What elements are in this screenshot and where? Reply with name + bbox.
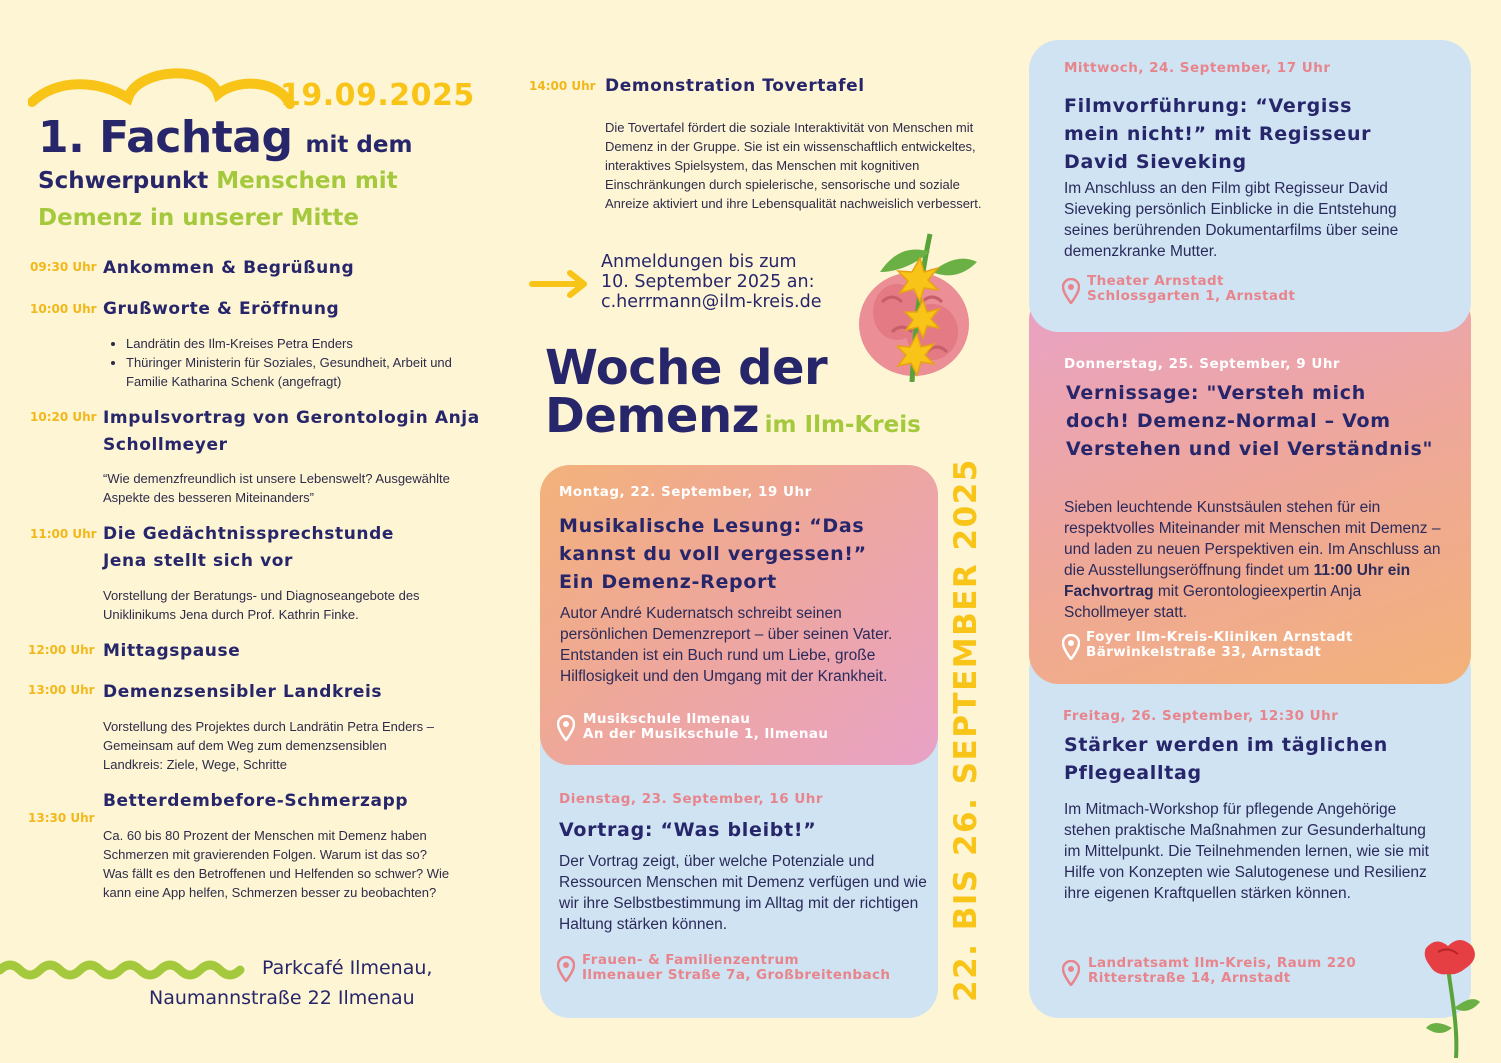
location-name: Frauen- & Familienzentrum — [582, 952, 799, 968]
program-time: 13:30 Uhr — [28, 811, 95, 825]
program-time: 10:20 Uhr — [30, 410, 97, 424]
program-title: Impulsvortrag von Gerontologin Anja Schollmeyer — [103, 408, 480, 455]
program-desc: “Wie demenzfreundlich ist unsere Lebenswelt? Ausgewählte Aspekte des besseren Miteinanders” — [103, 471, 450, 505]
event-body: Autor André Kudernatsch schreibt seinen persönlichen Demenzreport – über seinen Vater. Entstanden ist ein Buch rund um Liebe, große Hilflosigkeit und den Umgang mit der Krankheit. — [560, 605, 893, 685]
program-title: Betterdembefore-Schmerzapp — [103, 791, 409, 811]
program-desc: Vorstellung der Beratungs- und Diagnoseangebote des Uniklinikums Jena durch Prof. Kathrin Finke. — [103, 588, 420, 622]
body-text: mit Gerontologieexpertin Anja Schollmeyer statt. — [1064, 583, 1362, 621]
registration — [601, 252, 822, 312]
vertical-dates: 22. BIS 26. SEPTEMBER 2025 — [948, 458, 984, 1002]
event-title: Vortrag: “Was bleibt!” — [559, 819, 817, 841]
program-time: 12:00 Uhr — [28, 643, 95, 657]
subtitle-line2: Demenz in unserer Mitte — [38, 205, 359, 231]
event-date: Donnerstag, 25. September, 9 Uhr — [1064, 356, 1341, 372]
program-title: Die Gedächtnissprechstunde Jena stellt sich vor — [103, 524, 394, 571]
week-title — [545, 340, 921, 451]
event-date: Dienstag, 23. September, 16 Uhr — [559, 791, 824, 807]
location-name: Landratsamt Ilm-Kreis, Raum 220 — [1088, 955, 1357, 971]
program-time: 09:30 Uhr — [30, 260, 97, 274]
event-location — [1086, 630, 1353, 660]
body-bold: 11:00 Uhr ein Fachvortrag — [1064, 562, 1411, 600]
event-location — [582, 953, 890, 983]
program-title: Mittagspause — [103, 641, 241, 661]
event-body — [1064, 497, 1449, 623]
week-line2: Demenz — [545, 388, 760, 444]
bullet-item: • Thüringer Ministerin für Soziales, Gesundheit, Arbeit und Familie Katharina Schenk (angefragt) — [126, 353, 464, 391]
event-body: Der Vortrag zeigt, über welche Potenziale und Ressourcen Menschen mit Demenz verfügen und wie wir ihre Selbstbestimmung im Alltag mit der richtigen Haltung stärken können. — [559, 853, 927, 933]
program-time: 13:00 Uhr — [28, 683, 95, 697]
event-date: Montag, 22. September, 19 Uhr — [559, 484, 812, 500]
event-date: Mittwoch, 24. September, 17 Uhr — [1064, 60, 1331, 76]
event-body: Im Anschluss an den Film gibt Regisseur David Sieveking persönlich Einblicke in die Entstehung seines berührenden Dokumentarfilms über seine demenzkranke Mutter. — [1064, 180, 1399, 260]
event-title: Musikalische Lesung: “Das kannst du voll vergessen!” Ein Demenz-Report — [559, 515, 867, 593]
program-bullets — [104, 334, 464, 391]
location-name: Musikschule Ilmenau — [583, 711, 751, 727]
subtitle-navy: Schwerpunkt — [38, 168, 209, 194]
week-line2-row — [545, 388, 921, 451]
program-desc: Vorstellung des Projektes durch Landrätin Petra Enders – Gemeinsam auf dem Weg zum demenzsensiblen Landkreis: Ziele, Wege, Schritte — [103, 719, 434, 772]
week-line1: Woche der — [545, 340, 828, 396]
program-time: 11:00 Uhr — [30, 527, 97, 541]
week-suffix: im Ilm-Kreis — [764, 412, 921, 438]
location-pin-icon — [1062, 278, 1080, 304]
program-title: Grußworte & Eröffnung — [103, 299, 340, 319]
bullet-item: • Landrätin des Ilm-Kreises Petra Enders — [126, 334, 464, 353]
demo-time: 14:00 Uhr — [529, 79, 596, 93]
program-time: 10:00 Uhr — [30, 302, 97, 316]
location-address: Ilmenauer Straße 7a, Großbreitenbach — [582, 967, 891, 983]
title-rest: mit dem — [305, 132, 413, 158]
location-address: Bärwinkelstraße 33, Arnstadt — [1086, 644, 1322, 660]
arrow-right-icon — [528, 270, 590, 298]
body-text: Sieben leuchtende Kunstsäulen stehen für ein respektvolles Miteinander mit Menschen mit Demenz – und laden zu neuen Perspektiven ein. Im Anschluss an die Ausstellungseröffnung findet um — [1064, 499, 1441, 579]
event-card-thursday — [1029, 290, 1471, 684]
program-title: Ankommen & Begrüßung — [103, 258, 355, 278]
venue-line2: Naumannstraße 22 Ilmenau — [149, 987, 415, 1009]
registration-email[interactable]: c.herrmann@ilm-kreis.de — [601, 292, 822, 312]
event-title: Filmvorführung: “Vergiss mein nicht!” mit Regisseur David Sieveking — [1064, 95, 1372, 173]
event-title: Stärker werden im täglichen Pflegealltag — [1064, 734, 1388, 784]
venue-line1: Parkcafé Ilmenau, — [262, 957, 433, 979]
demo-desc: Die Tovertafel fördert die soziale Interaktivität von Menschen mit Demenz in der Gruppe. Sie ist ein wissenschaftlich entwickeltes, interaktives Spielsystem, das Menschen mit kognitiven Einschränkungen durch spielerische, sensorische und soziale Anreize aktiviert und ihre Lebensqualität nachweislich verbessert. — [605, 120, 982, 211]
location-name: Foyer Ilm-Kreis-Kliniken Arnstadt — [1086, 629, 1353, 645]
event-title: Vernissage: "Versteh mich doch! Demenz-Normal – Vom Verstehen und viel Verständnis" — [1066, 382, 1434, 460]
location-pin-icon — [1062, 960, 1080, 986]
registration-line1: Anmeldungen bis zum — [601, 252, 797, 272]
event-location — [1087, 274, 1295, 304]
program-title: Demenzsensibler Landkreis — [103, 682, 383, 702]
page-title — [38, 112, 412, 163]
event-location — [583, 712, 828, 742]
event-date: Freitag, 26. September, 12:30 Uhr — [1063, 708, 1339, 724]
event-body: Im Mitmach-Workshop für pflegende Angehörige stehen praktische Maßnahmen zur Gesunderhaltung im Mittelpunkt. Die Teilnehmenden lernen, wie sie mit Hilfe von Konzepten wie Salutogenese und Resilienz ihre eigenen Kraftquellen stärken können. — [1064, 801, 1429, 902]
red-flower-illustration — [1418, 938, 1482, 1060]
location-address: Ritterstraße 14, Arnstadt — [1088, 970, 1291, 986]
location-pin-icon — [557, 956, 575, 982]
location-address: Schlossgarten 1, Arnstadt — [1087, 288, 1296, 304]
location-pin-icon — [557, 715, 575, 741]
location-name: Theater Arnstadt — [1087, 273, 1224, 289]
location-address: An der Musikschule 1, Ilmenau — [583, 726, 829, 742]
cloud-decoration — [28, 68, 318, 118]
event-location — [1088, 956, 1356, 986]
subtitle-lime1: Menschen mit — [216, 168, 398, 194]
subtitle-line1 — [38, 168, 398, 194]
program-desc: Ca. 60 bis 80 Prozent der Menschen mit Demenz haben Schmerzen mit gravierenden Folgen. Warum ist das so? Was fällt es den Betroffenen und Helfenden so schwer? Wie kann eine App helfen, Schmerzen besser zu beobachten? — [103, 828, 450, 900]
fachtag-date: 19.09.2025 — [280, 78, 475, 113]
location-pin-icon — [1062, 634, 1080, 660]
demo-title: Demonstration Tovertafel — [605, 76, 865, 96]
registration-line2: 10. September 2025 an: — [601, 272, 815, 292]
title-big: 1. Fachtag — [38, 112, 293, 163]
wave-decoration — [0, 955, 245, 985]
